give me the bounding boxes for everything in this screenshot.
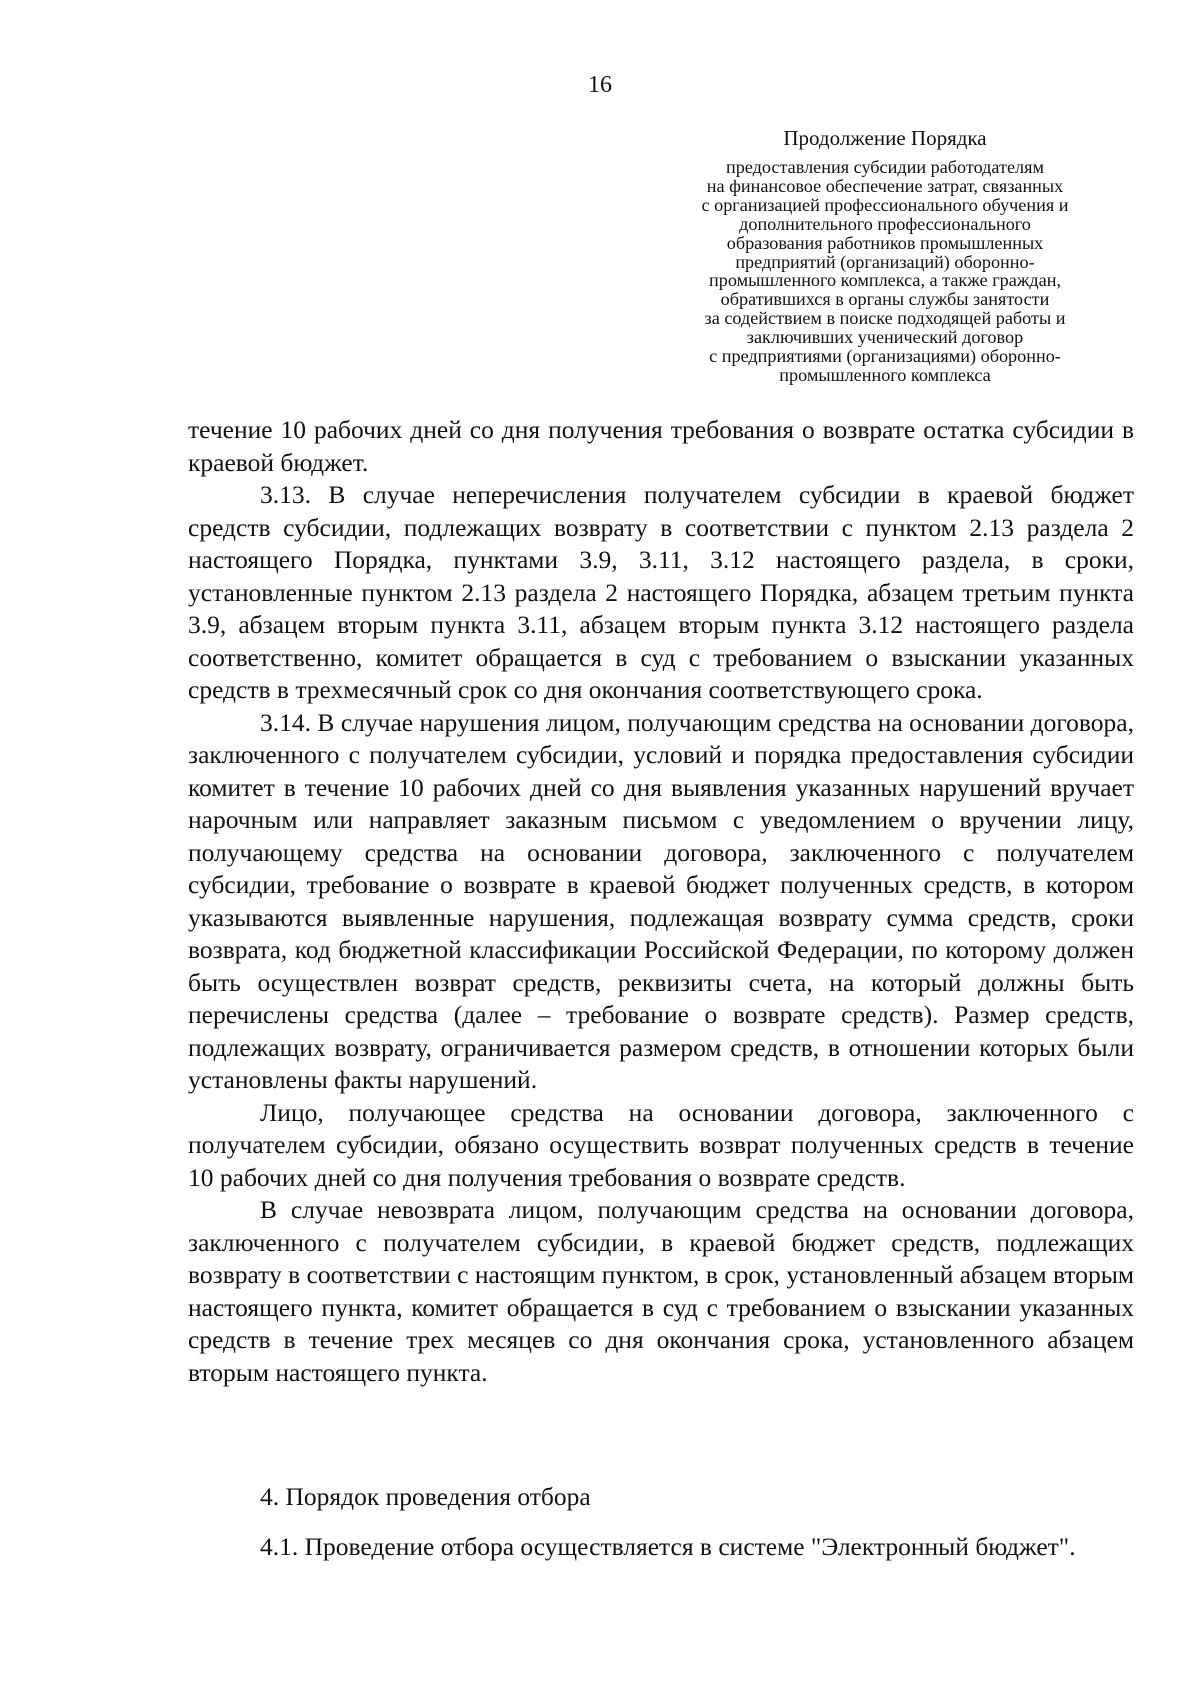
- header-line: с организацией профессионального обучения и: [701, 194, 1069, 215]
- header-line: с предприятиями (организациями) оборонно-: [709, 346, 1061, 367]
- header-line: обратившихся в органы службы занятости: [720, 289, 1050, 310]
- document-body: [188, 414, 1134, 1389]
- header-line: промышленного комплекса: [779, 364, 991, 385]
- paragraph-4-1: 4.1. Проведение отбора осуществляется в системе "Электронный бюджет".: [260, 1532, 1076, 1561]
- header-title: Продолжение Порядка: [783, 126, 987, 150]
- paragraph-3-13: 3.13. В случае неперечисления получателем субсидии в краевой бюджет средств субсидии, подлежащих возврату в соответствии с пунктом 2.13 раздела 2 настоящего Порядка, пунктами 3.9, 3.11, 3.12 настоящего раздела, в сроки, установленные пунктом 2.13 раздела 2 настоящего Порядка, абзацем третьим пункта 3.9, абзацем вторым пункта 3.11, абзацем вторым пункта 3.12 настоящего раздела соответственно, комитет обращается в суд с требованием о взыскании указанных средств в трехмесячный срок со дня окончания соответствующего срока.: [188, 480, 1134, 704]
- header-line: заключивших ученический договор: [746, 327, 1024, 348]
- header-line: дополнительного профессионального: [739, 213, 1031, 234]
- page-number: 16: [588, 72, 612, 98]
- section-body: [188, 1531, 1134, 1564]
- paragraph-3-14-second: Лицо, получающее средства на основании договора, заключенного с получателем субсидии, обязано осуществить возврат полученных средств в течение 10 рабочих дней со дня получения требования о возврате средств.: [188, 1097, 1134, 1192]
- header-line: предприятий (организаций) оборонно-: [735, 251, 1035, 272]
- paragraph-3-14: 3.14. В случае нарушения лицом, получающим средства на основании договора, заключенного с получателем субсидии, условий и порядка предоставления субсидии комитет в течение 10 рабочих дней со дня выявления указанных нарушений вручает нарочным или направляет заказным письмом с уведомлением о вручении лицу, получающему средства на основании договора, заключенного с получателем субсидии, требование о возврате в краевой бюджет полученных средств, в котором указываются выявленные нарушения, подлежащая возврату сумма средств, сроки возврата, код бюджетной классификации Российской Федерации, по которому должен быть осуществлен возврат средств, реквизиты счета, на который должны быть перечислены средства (далее – требование о возврате средств). Размер средств, подлежащих возврату, ограничивается размером средств, в отношении которых были установлены факты нарушений.: [188, 707, 1134, 1094]
- header-line: промышленного комплекса, а также граждан,: [709, 270, 1061, 291]
- header-line: образования работников промышленных: [726, 232, 1044, 253]
- section-heading: 4. Порядок проведения отбора: [260, 1482, 591, 1511]
- header-line: предоставления субсидии работодателям: [725, 157, 1045, 177]
- paragraph-3-14-third: В случае невозврата лицом, получающим средства на основании договора, заключенного с получателем субсидии, в краевой бюджет средств, подлежащих возврату в соответствии с настоящим пунктом, в срок, установленный абзацем вторым настоящего пункта, комитет обращается в суд с требованием о взыскании указанных средств в течение трех месяцев со дня окончания срока, установленного абзацем вторым настоящего пункта.: [188, 1195, 1134, 1387]
- document-header: [640, 126, 1130, 385]
- paragraph-continuation: течение 10 рабочих дней со дня получения требования о возврате остатка субсидии в краевой бюджет.: [188, 415, 1134, 477]
- header-line: за содействием в поиске подходящей работы и: [704, 308, 1066, 329]
- header-line: на финансовое обеспечение затрат, связанных: [706, 175, 1064, 196]
